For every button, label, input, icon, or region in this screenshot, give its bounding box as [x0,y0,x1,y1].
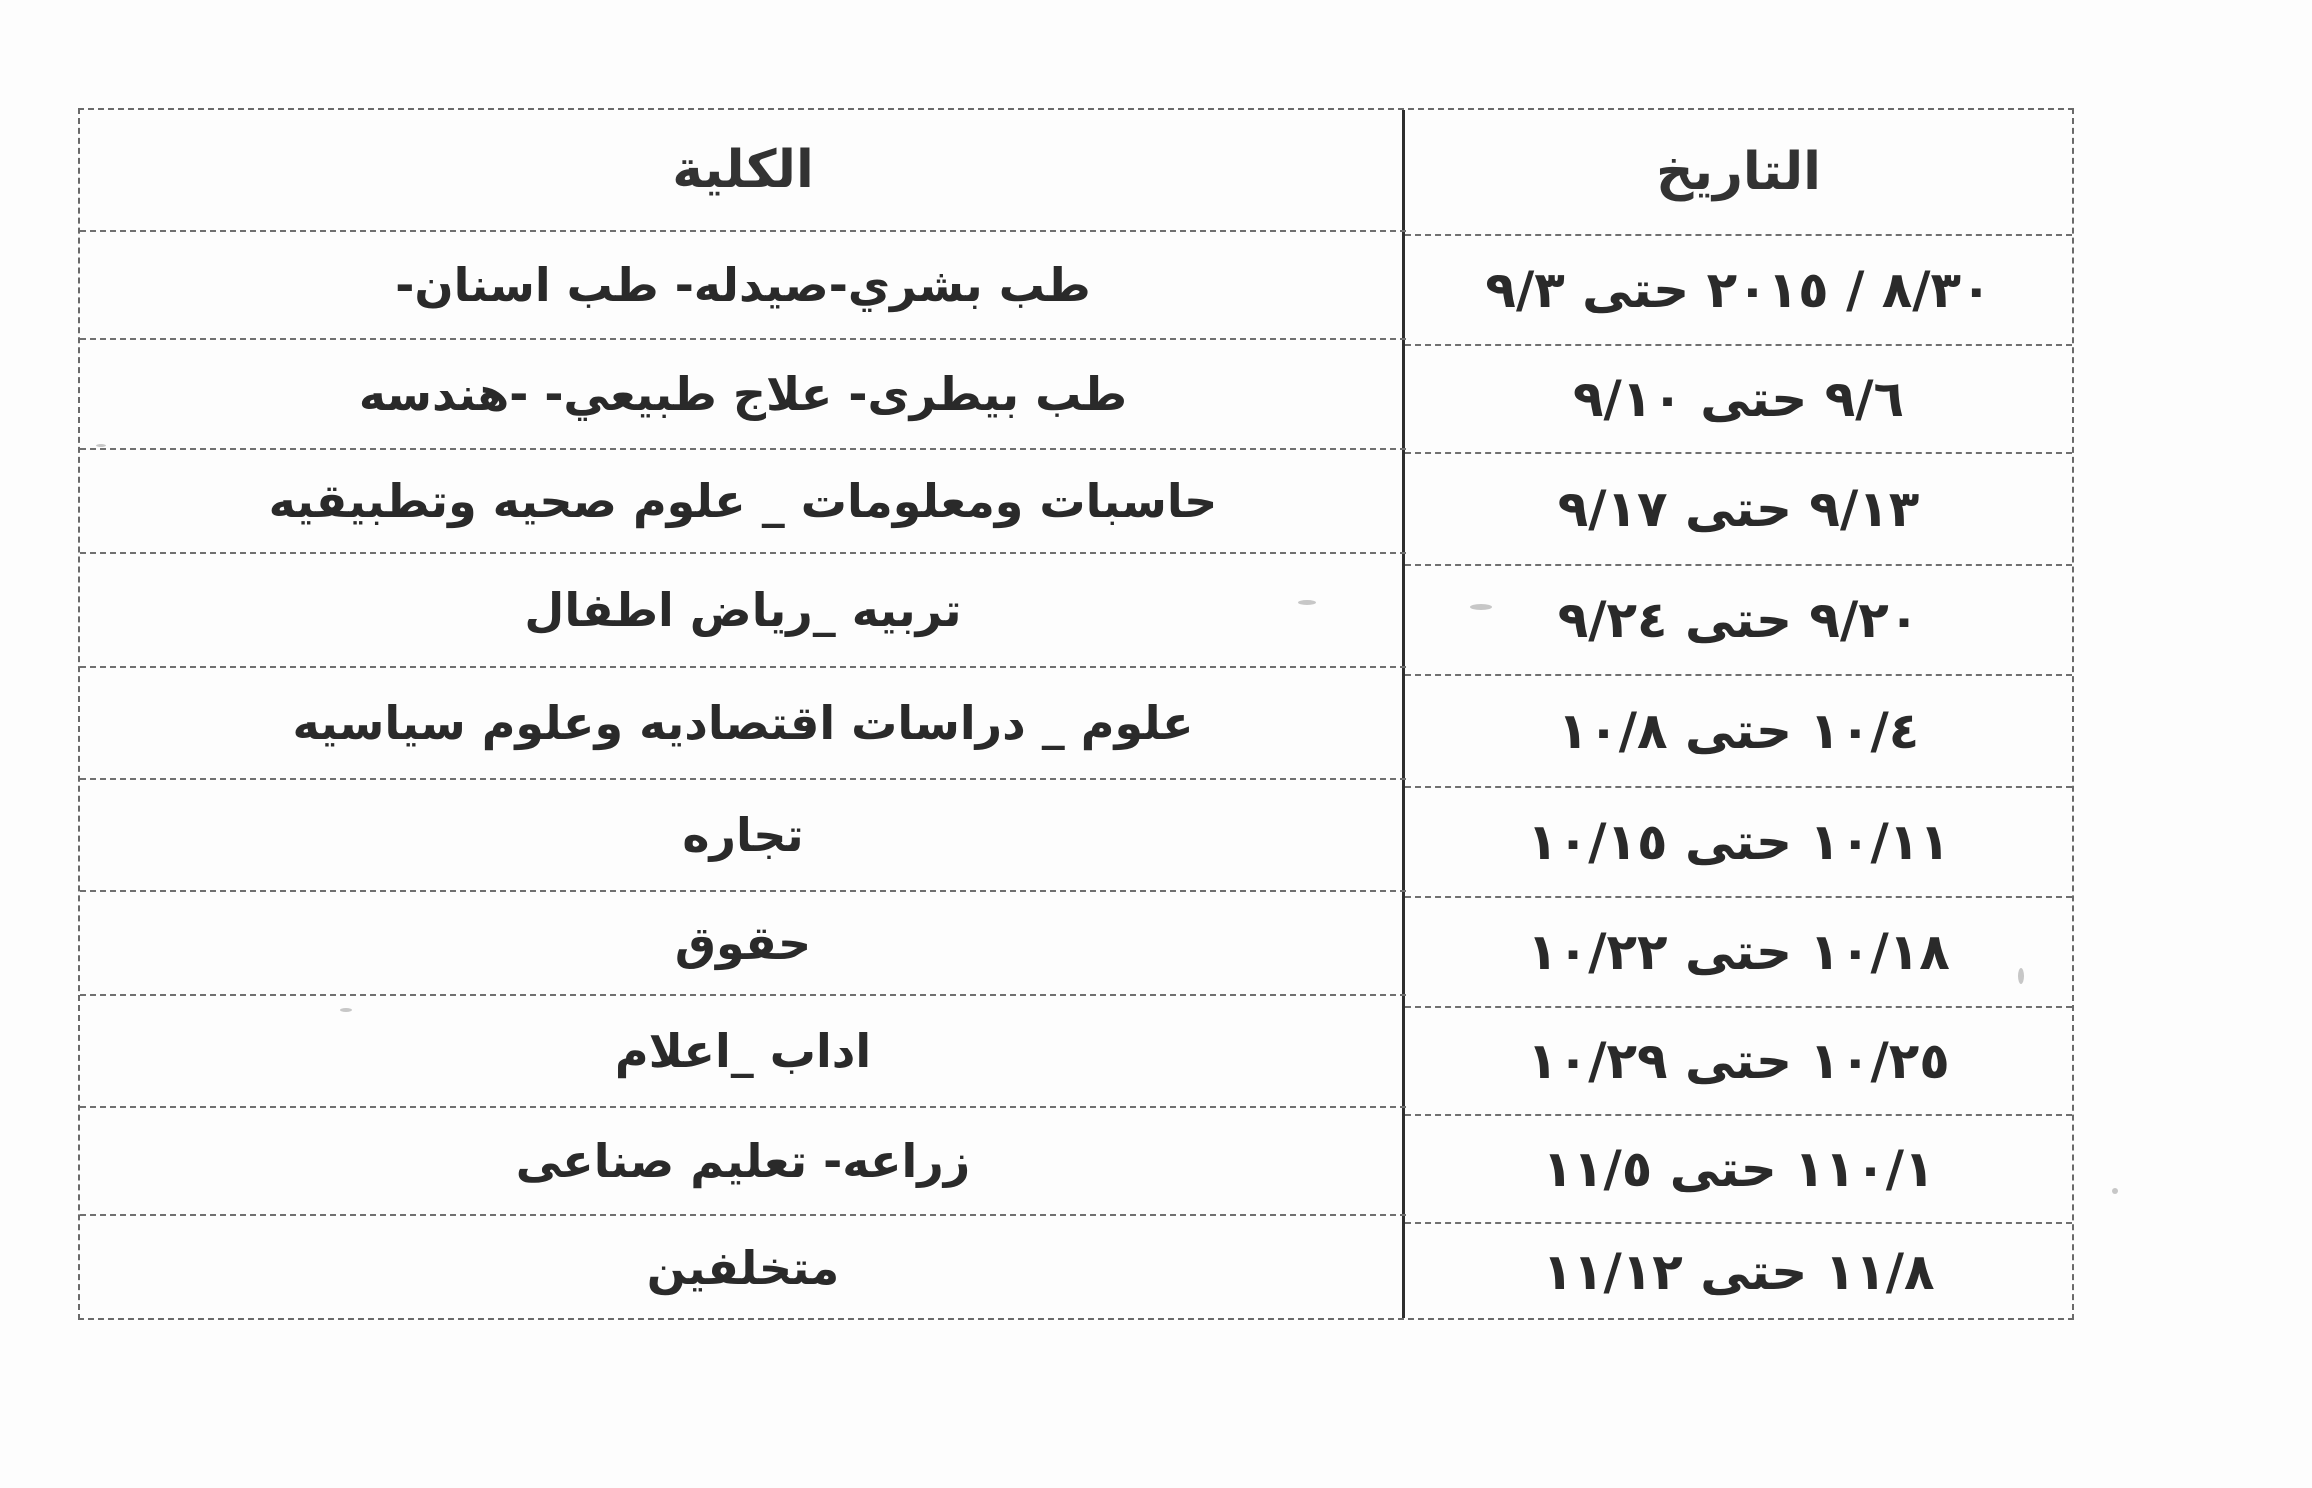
scan-speck [2018,968,2024,984]
scan-speck [96,444,106,447]
table-row [80,1214,1406,1320]
table-row [80,994,1406,1106]
schedule-table [78,108,2074,1320]
table-row [80,448,1406,552]
table-row [1405,234,2072,344]
table-row [80,1106,1406,1214]
scan-speck [1470,604,1492,610]
date-cell: ٩/٢٠ حتى ٩/٢٤ [1557,591,1920,649]
table-row [1405,674,2072,786]
faculty-cell: طب بشري-صيدله- طب اسنان- [395,258,1091,312]
faculty-header: الكلية [672,140,814,200]
date-cell: ١١/٨ حتى ١١/١٢ [1542,1243,1935,1301]
faculty-cell: طب بيطرى- علاج طبيعي- -هندسه [358,367,1128,421]
faculty-cell: حاسبات ومعلومات _ علوم صحيه وتطبيقيه [268,474,1218,528]
date-cell: ١٠/٤ حتى ١٠/٨ [1557,702,1920,760]
table-row [80,890,1406,994]
table-row [80,230,1406,338]
date-header-cell [1405,110,2072,234]
date-cell: ٨/٣٠ / ٢٠١٥ حتى ٩/٣ [1485,261,1992,319]
date-column [1402,110,2072,1318]
date-cell: ١٠/١٨ حتى ١٠/٢٢ [1527,923,1950,981]
scan-speck [340,1008,352,1012]
faculty-cell: متخلفين [646,1241,840,1295]
faculty-cell: حقوق [674,916,812,970]
table-row [1405,786,2072,896]
table-row [1405,452,2072,564]
date-cell: ١٠/٢٥ حتى ١٠/٢٩ [1527,1032,1950,1090]
table-row [80,666,1406,778]
faculty-cell: زراعه- تعليم صناعى [515,1134,971,1188]
date-cell: ٩/١٣ حتى ٩/١٧ [1557,480,1920,538]
table-row [1405,896,2072,1006]
date-cell: ٩/٦ حتى ٩/١٠ [1573,370,1904,428]
faculty-header-cell [80,110,1406,230]
table-row [80,338,1406,448]
table-row [1405,344,2072,452]
faculty-cell: علوم _ دراسات اقتصاديه وعلوم سياسيه [292,696,1194,750]
table-row [1405,1222,2072,1320]
table-row [80,778,1406,890]
date-cell: ١٠/١١ حتى ١٠/١٥ [1527,813,1950,871]
table-row [1405,564,2072,674]
faculty-column [80,110,1406,1318]
faculty-cell: تجاره [682,808,804,862]
date-header: التاريخ [1655,142,1822,202]
scan-speck [1298,600,1316,605]
faculty-cell: تربيه _رياض اطفال [524,583,962,637]
table-row [1405,1114,2072,1222]
scan-speck [2112,1188,2118,1194]
table-row [80,552,1406,666]
faculty-cell: اداب _اعلام [614,1024,872,1078]
date-cell: ١١٠/١ حتى ١١/٥ [1542,1140,1935,1198]
table-row [1405,1006,2072,1114]
